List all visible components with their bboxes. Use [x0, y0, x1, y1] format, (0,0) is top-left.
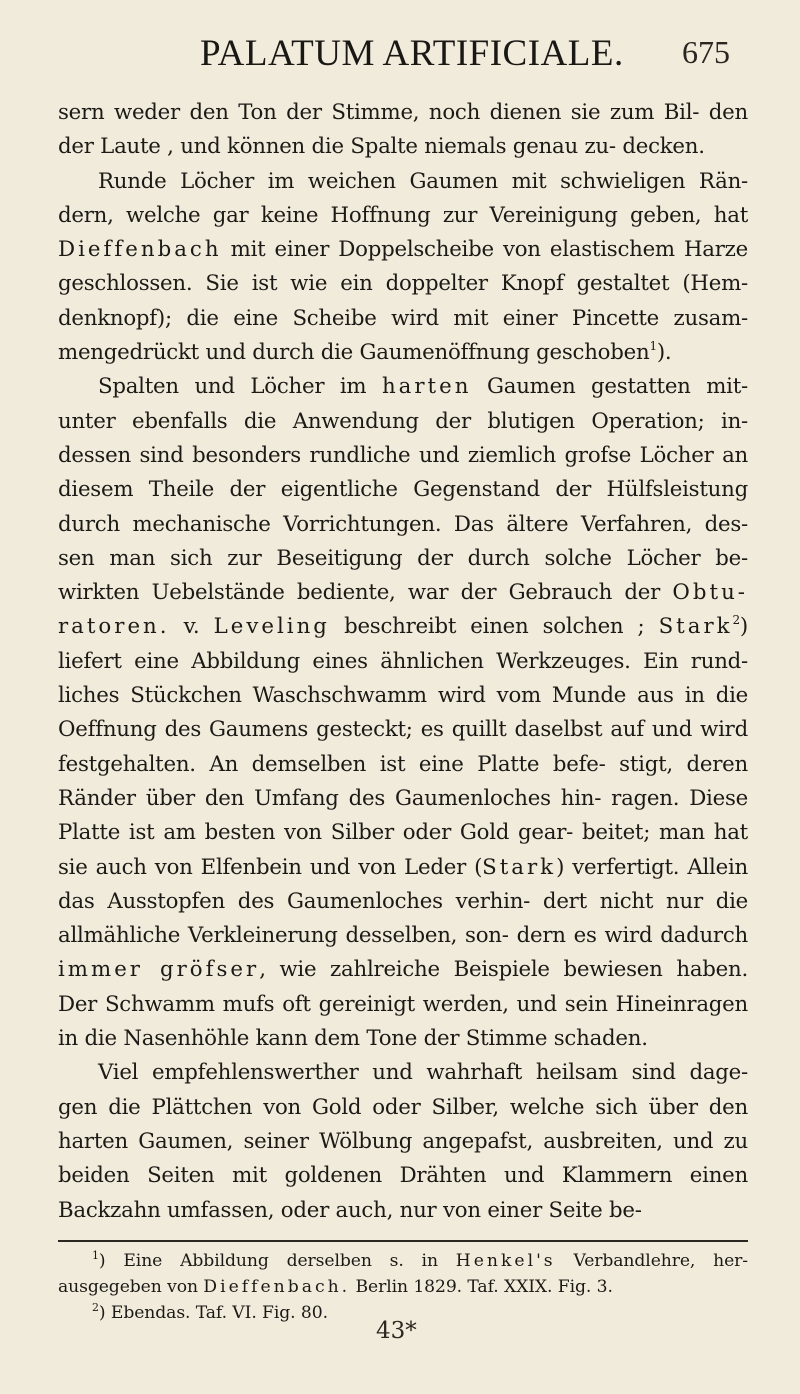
running-head: PALATUM ARTIFICIALE.	[200, 33, 624, 74]
footnote-author-henkel: Henkel's	[455, 1251, 556, 1271]
paragraph-2: Runde Löcher im weichen Gaumen mit schwieligen Rän- dern, welche gar keine Hoffnung zur Vereinigung geben, hat Dieffenbach mit einer Doppelscheibe von elastischem Harze geschlossen. Sie ist wie ein doppelter Knopf gestaltet (Hem- denknopf); die eine Scheibe wird mit einer Pincette zusam- mengedrückt und durch die Gaumenöffnung geschoben$^1$).	[58, 168, 748, 366]
author-name-stark: Stark	[658, 614, 733, 640]
author-name-leveling: Leveling	[213, 614, 330, 640]
footnote-divider	[58, 1240, 748, 1242]
page-number: 675	[682, 34, 730, 70]
paragraph-1: sern weder den Ton der Stimme, noch dienen sie zum Bil- den der Laute , und können die Spalte niemals genau zu- decken.	[58, 100, 748, 160]
footnote-ref-1: 1	[649, 339, 657, 354]
footnotes	[58, 1248, 748, 1326]
paragraph-3: Spalten und Löcher im harten Gaumen gestatten mit- unter ebenfalls die Anwendung der blutigen Operation; in- dessen sind besonders rundliche und ziemlich grofse Löcher an diesem Theile der eigentliche Gegenstand der Hülfsleistung durch mechanische Vorrichtungen. Das ältere Verfahren, des- sen man sich zur Beseitigung der durch solche Löcher be- wirkten Uebelstände bediente, war der Gebrauch der Obtu- ratoren. v. Leveling beschreibt einen solchen ; Stark$^2$) liefert eine Abbildung eines ähnlichen Werkzeuges. Ein rund- liches Stückchen Waschschwamm wird vom Munde aus in die Oeffnung des Gaumens gesteckt; es quillt daselbst auf und wird festgehalten. An demselben ist eine Platte befe- stigt, deren Ränder über den Umfang des Gaumenloches hin- ragen. Diese Platte ist am besten von Silber oder Gold gear- beitet; man hat sie auch von Elfenbein und von Leder (Stark) verfertigt. Allein das Ausstopfen des Gaumenloches verhin- dert nicht nur die allmähliche Verkleinerung desselben, son- dern es wird dadurch immer gröfser, wie zahlreiche Beispiele bewiesen haben. Der Schwamm mufs oft gereinigt werden, und sein Hineinragen in die Nasenhöhle kann dem Tone der Stimme schaden.	[58, 374, 748, 1052]
body-text	[58, 96, 748, 1228]
paragraph-4: Viel empfehlenswerther und wahrhaft heilsam sind dage- gen die Plättchen von Gold oder Silber, welche sich über den harten Gaumen, seiner Wölbung angepafst, ausbreiten, und zu beiden Seiten mit goldenen Drähten und Klammern einen Backzahn umfassen, oder auch, nur von einer Seite be-	[58, 1060, 748, 1223]
author-name-dieffenbach: Dieffenbach	[58, 237, 222, 263]
emphasis-harten: harten	[381, 374, 472, 400]
footnote-2: $^2$) Ebendas. Taf. VI. Fig. 80.	[92, 1301, 328, 1323]
footnote-ref-2: 2	[732, 613, 740, 628]
emphasis-obturatoren: Obtu- ratoren.	[58, 580, 748, 640]
emphasis-immer-groesser: immer gröfser	[58, 957, 260, 983]
author-name-stark-2: Stark	[482, 854, 557, 880]
footnote-1: $^1$) Eine Abbildung derselben s. in Henkel's Verbandlehre, her- ausgegeben von Dieffenbach. Berlin 1829. Taf. XXIX. Fig. 3.	[58, 1249, 748, 1297]
footnote-author-dieffenbach: Dieffenbach.	[203, 1277, 351, 1297]
signature-mark: 43*	[376, 1318, 417, 1344]
page-header	[60, 20, 740, 80]
